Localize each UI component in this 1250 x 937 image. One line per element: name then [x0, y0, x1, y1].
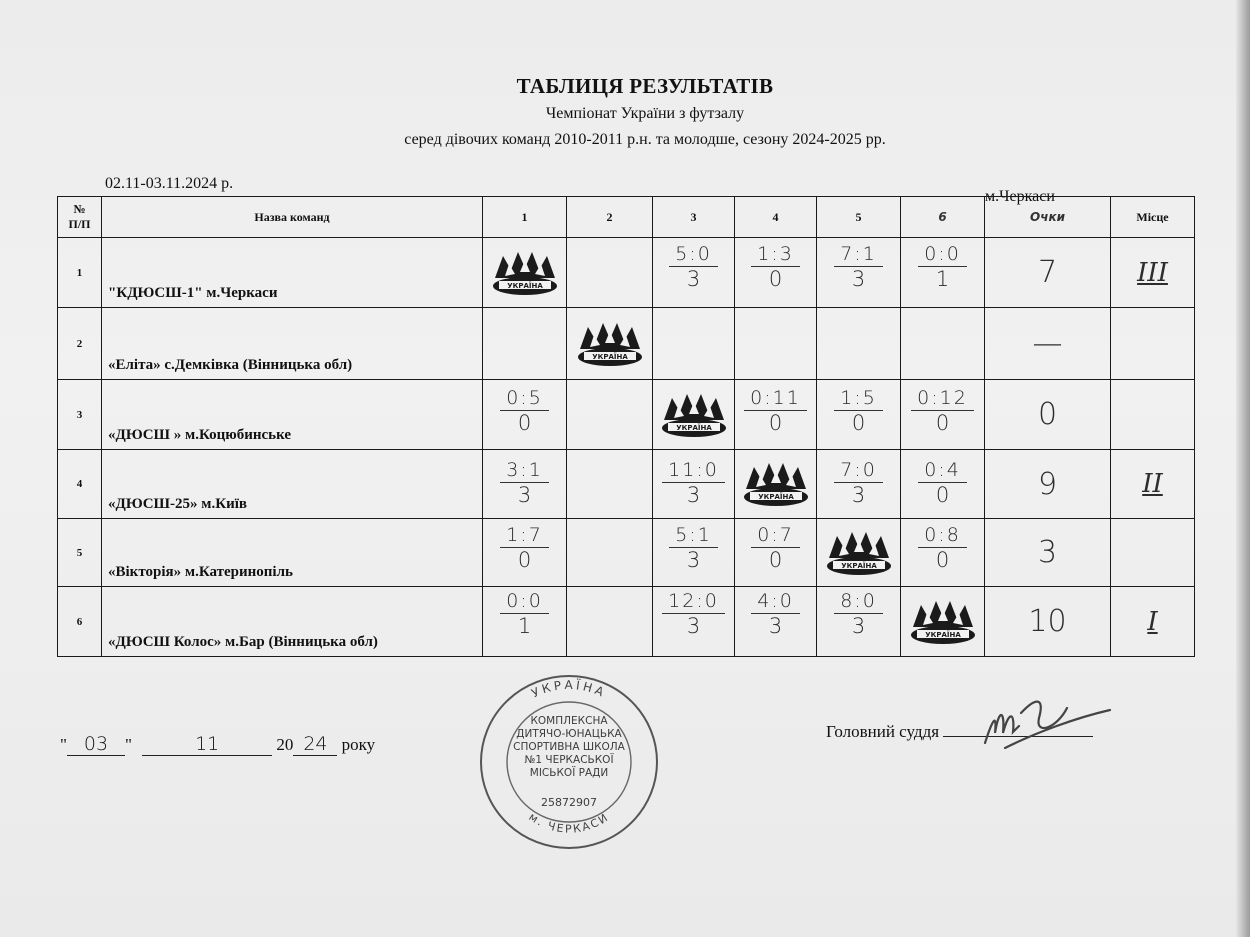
match-result-cell [483, 380, 567, 450]
city-label: м.Черкаси [985, 188, 1055, 205]
stamp-code: 25872907 [541, 796, 597, 809]
match-result-cell [901, 380, 985, 450]
self-match-cell [901, 587, 985, 657]
page-title: ТАБЛИЦЯ РЕЗУЛЬТАТІВ [516, 74, 774, 98]
match-points: 0 [768, 267, 783, 291]
stamp-top-text: УКРАЇНА [529, 677, 609, 701]
match-result-cell [735, 380, 817, 450]
team-name: «Еліта» с.Демківка (Вінницька обл) [102, 308, 483, 380]
self-match-cell [817, 519, 901, 587]
team-points: — [985, 308, 1111, 380]
match-score: 7:0 [834, 460, 883, 483]
empty-result-cell [483, 308, 567, 380]
match-points: 3 [686, 267, 701, 291]
match-score: 0:4 [918, 460, 967, 483]
table-row [58, 450, 1195, 519]
match-points: 0 [851, 411, 866, 435]
match-score: 1:7 [500, 525, 549, 548]
self-match-cell [567, 308, 653, 380]
header-num-line1: № [73, 202, 86, 216]
footer-year-suffix: 24 [293, 733, 337, 756]
team-name: «ДЮСШ Колос» м.Бар (Вінницька обл) [102, 587, 483, 657]
match-score: 11:0 [662, 460, 725, 483]
header-num [58, 197, 102, 238]
match-result-cell [817, 587, 901, 657]
empty-result-cell [901, 308, 985, 380]
match-score: 0:5 [500, 388, 549, 411]
match-result-cell [901, 450, 985, 519]
match-score: 0:7 [751, 525, 800, 548]
match-points: 1 [517, 614, 532, 638]
footer-year-prefix: 20 [276, 735, 294, 754]
stamp-line-2: ДИТЯЧО-ЮНАЦЬКА [516, 728, 622, 740]
results-table [57, 196, 1195, 657]
match-score: 0:11 [744, 388, 807, 411]
footer-day: 03 [67, 733, 125, 756]
header-col-1: 1 [483, 197, 567, 238]
stamp-line-1: КОМПЛЕКСНА [530, 715, 608, 727]
match-result-cell [817, 380, 901, 450]
team-points: 7 [985, 238, 1111, 308]
ukraine-football-logo-icon [909, 599, 977, 645]
team-place: I [1111, 587, 1195, 657]
header-col-4: 4 [735, 197, 817, 238]
quote-open: " [60, 735, 67, 754]
empty-result-cell [567, 587, 653, 657]
match-points: 3 [851, 483, 866, 507]
match-points: 0 [935, 411, 950, 435]
team-points: 0 [985, 380, 1111, 450]
stamp-line-3: СПОРТИВНА ШКОЛА [513, 741, 625, 753]
match-points: 3 [517, 483, 532, 507]
header-points: Очки [985, 197, 1111, 238]
row-number: 6 [58, 587, 102, 657]
ukraine-football-logo-icon [825, 530, 893, 576]
match-result-cell [483, 587, 567, 657]
match-score: 5:1 [669, 525, 718, 548]
match-result-cell [901, 519, 985, 587]
table-row [58, 308, 1195, 380]
match-score: 7:1 [834, 244, 883, 267]
logo-text: УКРАЇНА [506, 281, 543, 290]
logo-text: УКРАЇНА [757, 493, 794, 501]
match-score: 1:3 [751, 244, 800, 267]
row-number: 2 [58, 308, 102, 380]
match-score: 1:5 [834, 388, 883, 411]
team-points: 9 [985, 450, 1111, 519]
match-points: 0 [768, 548, 783, 572]
match-score: 5:0 [669, 244, 718, 267]
team-points: 3 [985, 519, 1111, 587]
empty-result-cell [567, 519, 653, 587]
team-place [1111, 380, 1195, 450]
match-points: 0 [517, 548, 532, 572]
quote-close: " [124, 735, 132, 754]
stamp-line-5: МІСЬКОЇ РАДИ [529, 767, 609, 779]
match-result-cell [653, 450, 735, 519]
self-match-cell [483, 238, 567, 308]
team-points: 10 [985, 587, 1111, 657]
footer-month: 11 [142, 733, 272, 756]
match-score: 0:8 [918, 525, 967, 548]
header-num-line2: П/П [68, 217, 91, 231]
stamp-bottom-text: м. ЧЕРКАСИ [526, 810, 612, 836]
judge-label: Головний суддя [826, 722, 940, 741]
team-place [1111, 308, 1195, 380]
judge-signature [975, 688, 1115, 758]
row-number: 1 [58, 238, 102, 308]
match-result-cell [483, 450, 567, 519]
empty-result-cell [653, 308, 735, 380]
match-result-cell [483, 519, 567, 587]
header-team: Назва команд [102, 197, 483, 238]
row-number: 3 [58, 380, 102, 450]
match-score: 3:1 [500, 460, 549, 483]
match-points: 0 [517, 411, 532, 435]
match-result-cell [817, 450, 901, 519]
ukraine-football-logo-icon [660, 392, 728, 438]
match-points: 3 [686, 483, 701, 507]
match-result-cell [735, 587, 817, 657]
match-score: 4:0 [751, 591, 800, 614]
ukraine-football-logo-icon [742, 461, 810, 507]
team-name: «Вікторія» м.Катеринопіль [102, 519, 483, 587]
match-score: 0:0 [918, 244, 967, 267]
match-result-cell [817, 238, 901, 308]
match-points: 3 [851, 267, 866, 291]
header-col-6: 6 [901, 197, 985, 238]
team-place [1111, 519, 1195, 587]
team-name: «ДЮСШ-25» м.Київ [102, 450, 483, 519]
footer-date [60, 733, 375, 756]
team-name: "КДЮСШ-1" м.Черкаси [102, 238, 483, 308]
match-result-cell [653, 519, 735, 587]
empty-result-cell [567, 450, 653, 519]
match-points: 3 [851, 614, 866, 638]
header-place: Місце [1111, 197, 1195, 238]
match-result-cell [653, 587, 735, 657]
results-table-body [58, 238, 1195, 657]
team-place: II [1111, 450, 1195, 519]
match-points: 0 [768, 411, 783, 435]
ukraine-football-logo-icon [576, 321, 644, 367]
header-col-2: 2 [567, 197, 653, 238]
official-stamp [474, 670, 664, 850]
empty-result-cell [567, 380, 653, 450]
match-result-cell [735, 519, 817, 587]
ukraine-football-logo-icon [491, 250, 559, 296]
self-match-cell [735, 450, 817, 519]
match-points: 3 [686, 614, 701, 638]
team-name: «ДЮСШ » м.Коцюбинське [102, 380, 483, 450]
logo-text: УКРАЇНА [840, 561, 877, 570]
match-result-cell [735, 238, 817, 308]
match-result-cell [653, 238, 735, 308]
self-match-cell [653, 380, 735, 450]
match-score: 8:0 [834, 591, 883, 614]
match-score: 0:0 [500, 591, 549, 614]
table-header-row [58, 197, 1195, 238]
logo-text: УКРАЇНА [591, 352, 628, 361]
match-points: 0 [935, 483, 950, 507]
empty-result-cell [567, 238, 653, 308]
row-number: 4 [58, 450, 102, 519]
table-row [58, 519, 1195, 587]
table-row [58, 587, 1195, 657]
footer-year-word: року [341, 735, 376, 754]
logo-text: УКРАЇНА [924, 630, 961, 639]
match-points: 0 [935, 548, 950, 572]
row-number: 5 [58, 519, 102, 587]
date-range: 02.11-03.11.2024 р. [105, 175, 234, 192]
match-score: 0:12 [911, 388, 974, 411]
table-row [58, 380, 1195, 450]
team-place: III [1111, 238, 1195, 308]
logo-text: УКРАЇНА [675, 423, 712, 432]
page-subtitle-2: серед дівочих команд 2010-2011 р.н. та молодше, сезону 2024-2025 рр. [404, 131, 886, 148]
match-points: 1 [935, 267, 950, 291]
match-score: 12:0 [662, 591, 725, 614]
table-row [58, 238, 1195, 308]
svg-text:м. ЧЕРКАСИ [526, 810, 611, 835]
page-subtitle-1: Чемпіонат України з футзалу [545, 105, 745, 122]
empty-result-cell [735, 308, 817, 380]
match-points: 3 [768, 614, 783, 638]
match-points: 3 [686, 548, 701, 572]
stamp-line-4: №1 ЧЕРКАСЬКОЇ [524, 754, 614, 766]
header-col-5: 5 [817, 197, 901, 238]
header-col-3: 3 [653, 197, 735, 238]
empty-result-cell [817, 308, 901, 380]
match-result-cell [901, 238, 985, 308]
